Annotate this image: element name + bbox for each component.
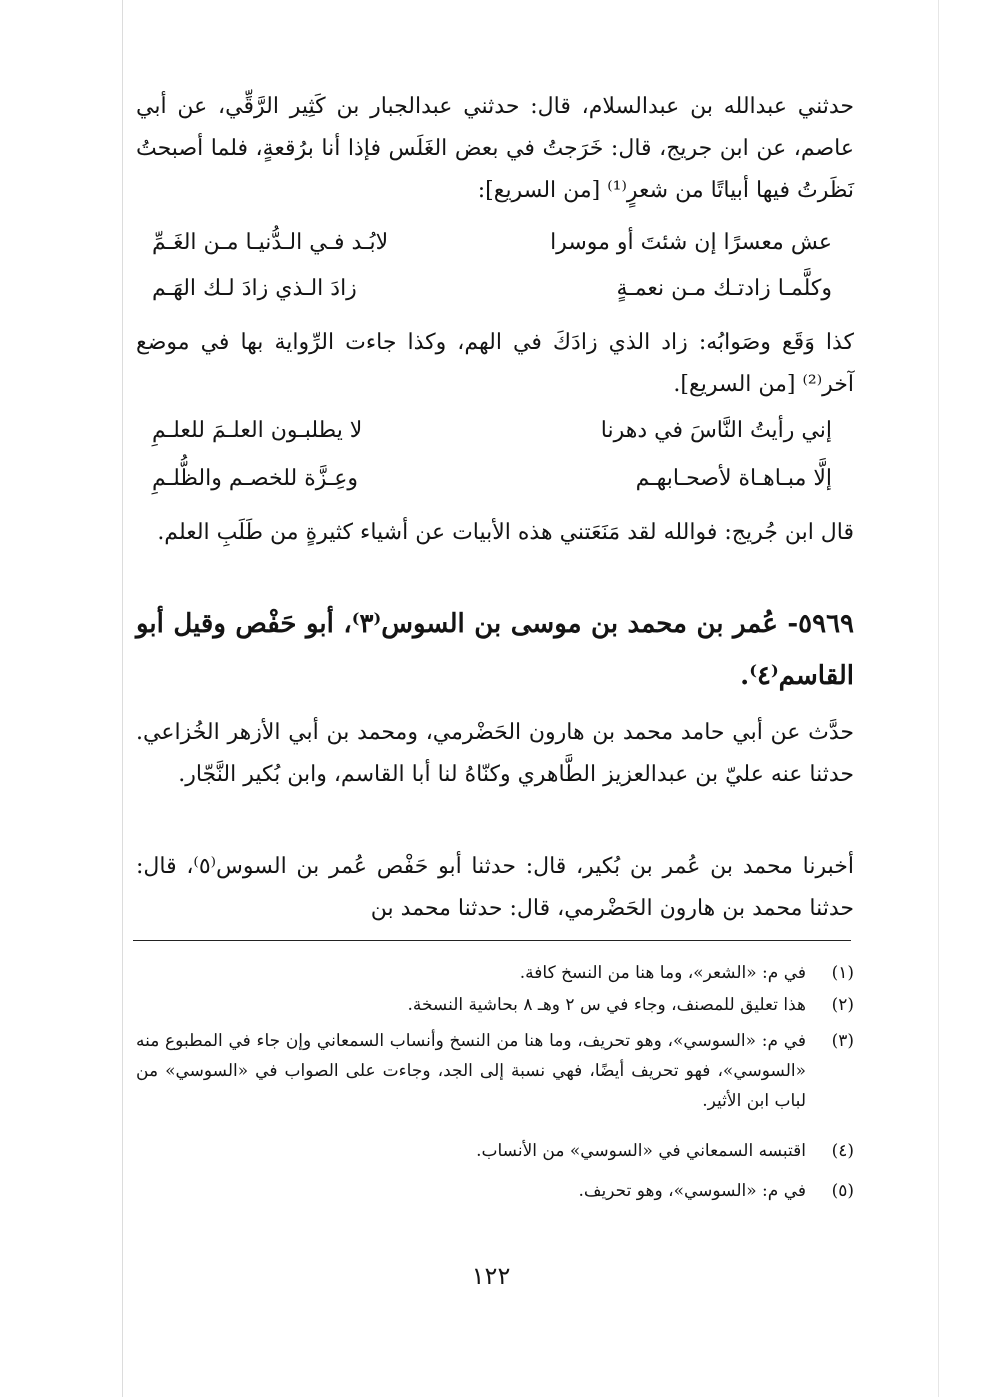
- verse-second-hemistich: لا يطلبـون العلـمَ للعلـمِ: [152, 418, 363, 443]
- verse-second-hemistich: وعِـزَّة للخصـم والظُّلـمِ: [152, 466, 359, 491]
- footnote-text: هذا تعليق للمصنف، وجاء في س ٢ وهـ ٨ بحاشية النسخة.: [407, 995, 806, 1015]
- closing-paragraph: قال ابن جُريج: فوالله لقد مَنَعَتني هذه الأبيات عن أشياء كثيرةٍ من طَلَبِ العلم.: [157, 520, 854, 545]
- verse-second-hemistich: زادَ الـذي زادَ لـك الهَـم: [152, 276, 357, 301]
- footnote-separator: [133, 940, 851, 941]
- footnote-number: (٤): [831, 1141, 854, 1161]
- biography-paragraph: حدَّث عن أبي حامد محمد بن هارون الحَضْرمي، ومحمد بن أبي الأزهر الخُزاعي. حدثنا عنه عليّ بن عبدالعزيز الطَّاهري وكنّاهُ لنا أبا القاسم، وابن بُكير النَّجّار.: [136, 720, 854, 787]
- footnote: [136, 958, 854, 988]
- footnote-number: (٣): [831, 1031, 854, 1051]
- footnote: [136, 1136, 854, 1166]
- footnote-text: في م: «السوسي»، وهو تحريف.: [578, 1181, 806, 1201]
- verse-first-hemistich: إلَّا مبـاهـاة لأصحـابهـم: [635, 466, 832, 491]
- opening-paragraph: حدثني عبدالله بن عبدالسلام، قال: حدثني عبدالجبار بن كَثِير الرَّقِّي، عن أبي عاصم، عن ابن جريج، قال: خَرَجتُ في بعض الغَلَس فإذا أنا برُقعةٍ، فلما أصبحتُ نَظَرتُ فيها أبياتًا من شعرٍ⁽¹⁾ [من السريع]:: [136, 94, 854, 203]
- poem-verse: [152, 272, 832, 312]
- entry-heading: ٥٩٦٩- عُمر بن محمد بن موسى بن السوس⁽٣⁾، أبو حَفْص وقيل أبو القاسم⁽٤⁾.: [136, 609, 854, 691]
- scan-margin-line: [122, 0, 123, 1397]
- poem-verse: [152, 226, 832, 266]
- verse-first-hemistich: عش معسرًا إن شئتَ أو موسرا: [550, 230, 832, 255]
- poem-verse: [152, 414, 832, 454]
- footnote-text: اقتبسه السمعاني في «السوسي» من الأنساب.: [476, 1141, 806, 1161]
- page-number: ١٢٢: [471, 1262, 511, 1290]
- footnote: [136, 990, 854, 1020]
- poem-verse: [152, 462, 832, 502]
- verse-second-hemistich: لابُـد فـي الـدُّنيـا مـن الغَـمِّ: [152, 230, 389, 255]
- scan-margin-line: [938, 0, 939, 1397]
- footnote-number: (١): [831, 963, 854, 983]
- footnote-text: في م: «السوسي»، وهو تحريف، وما هنا من النسخ وأنساب السمعاني وإن جاء في المطبوع منه «السوسي»، فهو تحريف أيضًا، فهي نسبة إلى الجد، وجاءت على الصواب في «السوسي» من لباب ابن الأثير.: [136, 1031, 806, 1111]
- footnote-number: (٢): [831, 995, 854, 1015]
- correction-paragraph: كذا وَقَع وصَوابُه: زاد الذي زادَكَ في الهم، وكذا جاءت الرِّواية بها في موضع آخر⁽²⁾ [من السريع].: [136, 330, 854, 397]
- verse-first-hemistich: إني رأيتُ النَّاسَ في دهرنا: [600, 418, 832, 443]
- footnote: [136, 1176, 854, 1206]
- footnote: [136, 1026, 854, 1116]
- verse-first-hemistich: وكلَّمـا زادتـك مـن نعمـةٍ: [616, 276, 832, 301]
- footnote-number: (٥): [831, 1181, 854, 1201]
- footnote-text: في م: «الشعر»، وما هنا من النسخ كافة.: [519, 963, 806, 983]
- narration-paragraph: أخبرنا محمد بن عُمر بن بُكير، قال: حدثنا أبو حَفْص عُمر بن السوس⁽٥⁾، قال: حدثنا محمد بن هارون الحَضْرمي، قال: حدثنا محمد بن: [136, 854, 854, 921]
